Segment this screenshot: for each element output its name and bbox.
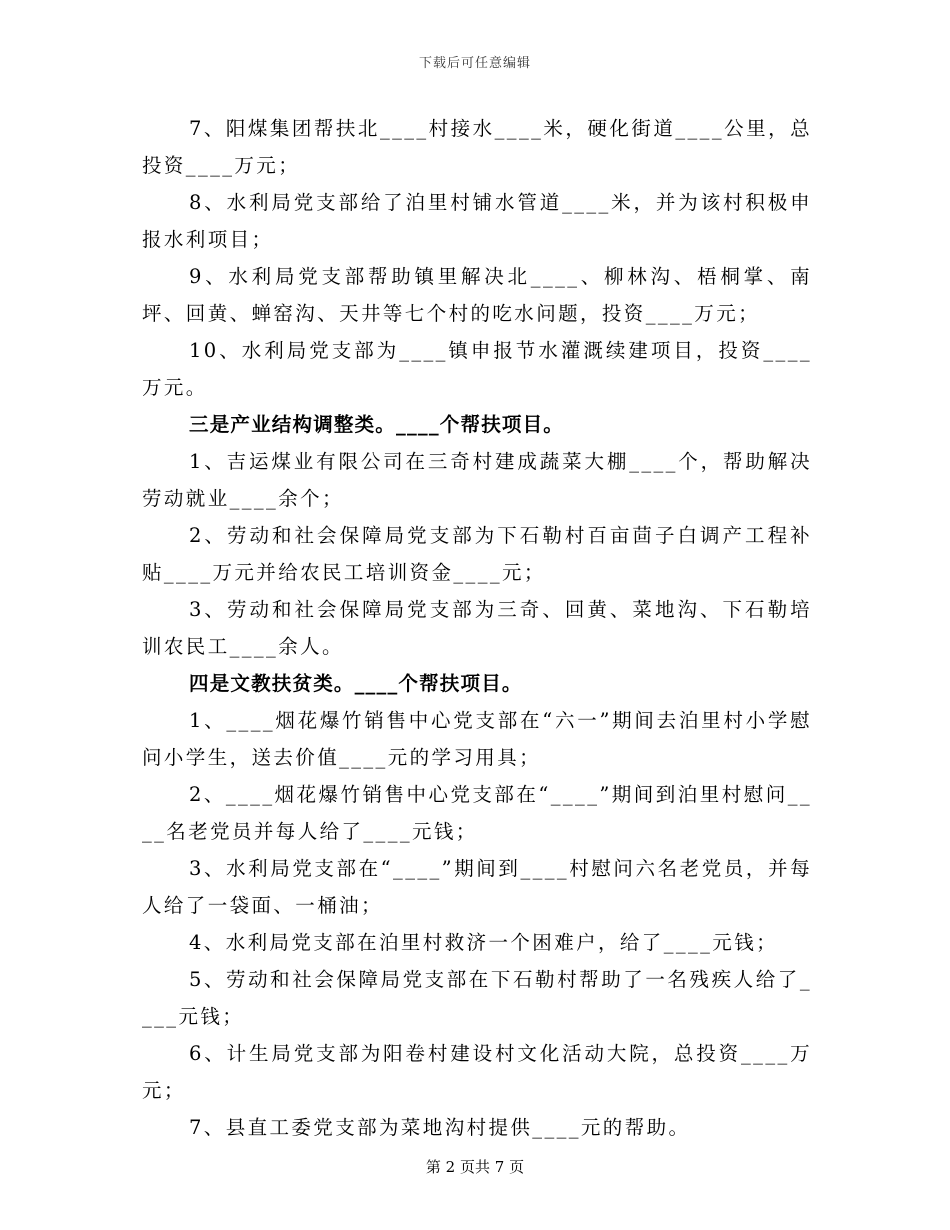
section-heading-education: 四是文教扶贫类。____个帮扶项目。 <box>189 672 523 695</box>
paragraph-industry-2: 2、劳动和社会保障局党支部为下石勒村百亩茴子白调产工程补贴____万元并给农民工培训资金____元； <box>142 524 812 584</box>
paragraph-education-1: 1、____烟花爆竹销售中心党支部在“六一”期间去泊里村小学慰问小学生，送去价值____元的学习用具； <box>142 709 812 769</box>
paragraph-education-4: 4、水利局党支部在泊里村救济一个困难户，给了____元钱； <box>189 931 779 954</box>
paragraph-10-irrigation: 10、水利局党支部为____镇申报节水灌溉续建项目，投资____万元。 <box>142 339 812 399</box>
paragraph-education-7: 7、县直工委党支部为菜地沟村提供____元的帮助。 <box>189 1116 691 1139</box>
paragraph-education-2: 2、____烟花爆竹销售中心党支部在“____”期间到泊里村慰问____名老党员并每人给了____元钱； <box>142 783 812 843</box>
paragraph-education-6: 6、计生局党支部为阳卷村建设村文化活动大院，总投资____万元； <box>142 1042 812 1102</box>
paragraph-industry-3: 3、劳动和社会保障局党支部为三奇、回黄、菜地沟、下石勒培训农民工____余人。 <box>142 598 812 658</box>
paragraph-education-5: 5、劳动和社会保障局党支部在下石勒村帮助了一名残疾人给了____元钱； <box>142 968 812 1028</box>
paragraph-industry-1: 1、吉运煤业有限公司在三奇村建成蔬菜大棚____个，帮助解决劳动就业____余个； <box>142 450 812 510</box>
paragraph-7-yangmei: 7、阳煤集团帮扶北____村接水____米，硬化街道____公里，总投资____万元； <box>142 117 812 177</box>
paragraph-9-drinking-water: 9、水利局党支部帮助镇里解决北____、柳林沟、梧桐掌、南坪、回黄、蝉窑沟、天井等七个村的吃水问题，投资____万元； <box>142 265 812 325</box>
paragraph-8-water-pipe: 8、水利局党支部给了泊里村铺水管道____米，并为该村积极申报水利项目； <box>142 191 812 251</box>
page-header-note: 下载后可任意编辑 <box>418 56 531 71</box>
paragraph-education-3: 3、水利局党支部在“____”期间到____村慰问六名老党员，并每人给了一袋面、一桶油； <box>142 857 812 917</box>
document-body <box>142 110 812 1146</box>
page-number-footer: 第 2 页共 7 页 <box>425 1158 525 1176</box>
section-heading-industry: 三是产业结构调整类。____个帮扶项目。 <box>189 413 565 436</box>
